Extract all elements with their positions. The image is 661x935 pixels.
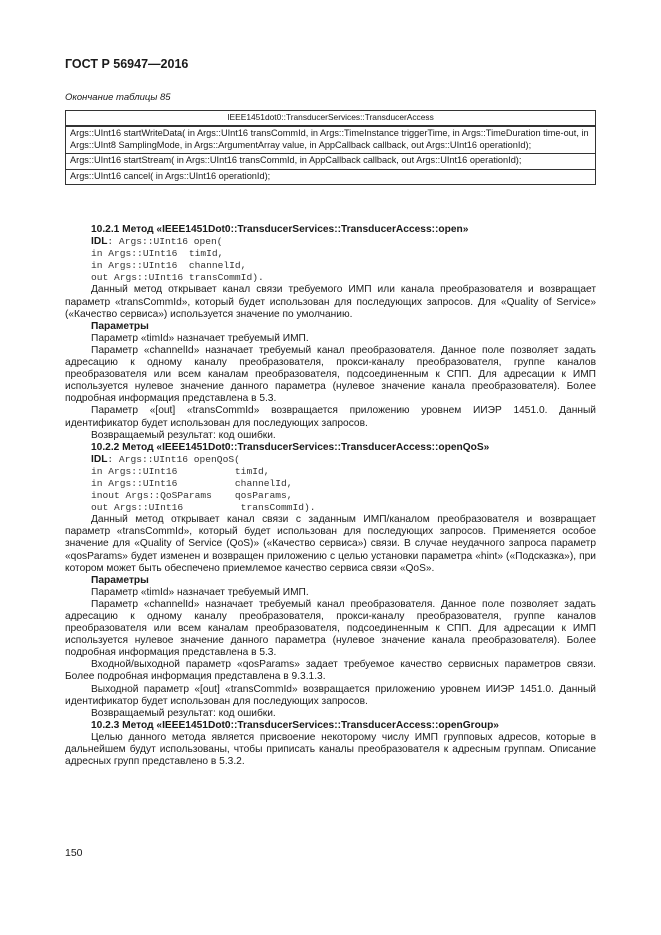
param-transcommid: Параметр «[out] «transCommId» возвращается приложению уровнем ИИЭР 1451.0. Данный идентификатор будет использован для последующих запросов. bbox=[65, 405, 596, 429]
return-result: Возвращаемый результат: код ошибки. bbox=[91, 429, 276, 441]
param-timid: Параметр «timId» назначает требуемый ИМП. bbox=[91, 332, 309, 344]
table-header-row bbox=[66, 111, 596, 127]
idl-param-line: in Args::UInt16 timId, bbox=[91, 248, 224, 260]
idl-first-line: : Args::UInt16 open( bbox=[107, 236, 223, 248]
table-caption: Окончание таблицы 85 bbox=[65, 92, 171, 103]
param-timid: Параметр «timId» назначает требуемый ИМП. bbox=[91, 586, 309, 598]
table-row bbox=[66, 126, 596, 153]
param-qosparams: Входной/выходной параметр «qosParams» задает требуемое качество сервисных параметров связи. Более подробная информация представлена в 9.3.1.3. bbox=[65, 659, 596, 683]
table-row bbox=[66, 154, 596, 169]
param-channelid: Параметр «channelId» назначает требуемый канал преобразователя. Данное поле позволяет задать адресацию к одному каналу преобразователя, прокси-каналу преобразователя, группе каналов преобразователя или всем каналам преобразователя, подсоединенным к СПП. Для адресации к ИМП используется нулевое значение данного параметра (нулевое значение канала преобразователя). Более подробная информация представлена в 5.3. bbox=[65, 598, 596, 659]
param-channelid: Параметр «channelId» назначает требуемый канал преобразователя. Данное поле позволяет задать адресацию к одному каналу преобразователя, прокси-каналу преобразователя, группе каналов преобразователя или всем каналам преобразователя, подсоединенным к СПП. Для адресации к ИМП используется нулевое значение данного параметра (нулевое значение канала преобразователя). Более подробная информация представлена в 5.3. bbox=[65, 344, 596, 405]
idl-param-line: in Args::UInt16 channelId, bbox=[91, 477, 293, 489]
idl-param-line: inout Args::QoSParams qosParams, bbox=[91, 490, 293, 502]
table-header-cell: IEEE1451dot0::TransducerServices::TransducerAccess bbox=[66, 111, 596, 127]
idl-label: IDL bbox=[91, 453, 108, 465]
table-cell: Args::UInt16 cancel( in Args::UInt16 operationId); bbox=[66, 169, 596, 184]
return-result: Возвращаемый результат: код ошибки. bbox=[91, 707, 276, 719]
table-cell: Args::UInt16 startWriteData( in Args::UInt16 transCommId, in Args::TimeInstance triggerTime, in Args::TimeDuration time-out, in Args::UInt8 SamplingMode, in Args::ArgumentArray value, in AppCallback callback, out Args::UInt16 operationId); bbox=[66, 126, 596, 153]
idl-param-line: out Args::UInt16 transCommId). bbox=[91, 272, 264, 284]
section-heading-opengroup: 10.2.3 Метод «IEEE1451Dot0::TransducerServices::TransducerAccess::openGroup» bbox=[91, 719, 499, 731]
table-cell: Args::UInt16 startStream( in Args::UInt16 transCommId, in AppCallback callback, out Args::UInt16 operationId); bbox=[66, 154, 596, 169]
idl-first-line: : Args::UInt16 openQoS( bbox=[107, 453, 240, 465]
method-description: Целью данного метода является присвоение некоторому числу ИМП групповых адресов, которые в дальнейшем будут использованы, чтобы приписать каналы преобразователя к адресным группам. Описание адресных групп представлено в 5.3.2. bbox=[65, 731, 596, 768]
idl-param-line: in Args::UInt16 channelId, bbox=[91, 260, 247, 272]
idl-param-line: out Args::UInt16 transCommId). bbox=[91, 502, 316, 514]
method-description: Данный метод открывает канал связи с заданным ИМП/каналом преобразователя и возвращает параметр «transCommId», который будет использован для последующих запросов. Применяется особое значение для «Quality of Service (QoS)» («Качество сервиса») связи. В случае неудачного запроса параметр «qosParams» будет изменен и возвращен приложению с целью установки параметра «hint» («Подсказка»), при котором может быть обеспечено приемлемое качество сервиса связи «QoS». bbox=[65, 514, 596, 574]
section-heading-openqos: 10.2.2 Метод «IEEE1451Dot0::TransducerServices::TransducerAccess::openQoS» bbox=[91, 441, 490, 453]
section-heading-open: 10.2.1 Метод «IEEE1451Dot0::TransducerServices::TransducerAccess::open» bbox=[91, 224, 469, 235]
document-body bbox=[65, 224, 596, 768]
params-heading: Параметры bbox=[91, 574, 149, 586]
table-row bbox=[66, 169, 596, 184]
params-heading: Параметры bbox=[91, 320, 149, 332]
document-header: ГОСТ Р 56947—2016 bbox=[65, 57, 189, 71]
page-number: 150 bbox=[65, 847, 83, 859]
idl-signature bbox=[65, 454, 596, 466]
method-description: Данный метод открывает канал связи требуемого ИМП или канала преобразователя и возвращает параметр «transCommId», который будет использован для последующих запросов. Для «Quality of Service» («Качество сервиса») используется значение по умолчанию. bbox=[65, 284, 596, 320]
table-85 bbox=[65, 110, 596, 185]
param-transcommid: Выходной параметр «[out] «transCommId» возвращается приложению уровнем ИИЭР 1451.0. Данный идентификатор будет использован для последующих запросов. bbox=[65, 683, 596, 707]
idl-signature bbox=[65, 236, 596, 248]
idl-label: IDL bbox=[91, 236, 108, 248]
idl-param-line: in Args::UInt16 timId, bbox=[91, 465, 270, 477]
